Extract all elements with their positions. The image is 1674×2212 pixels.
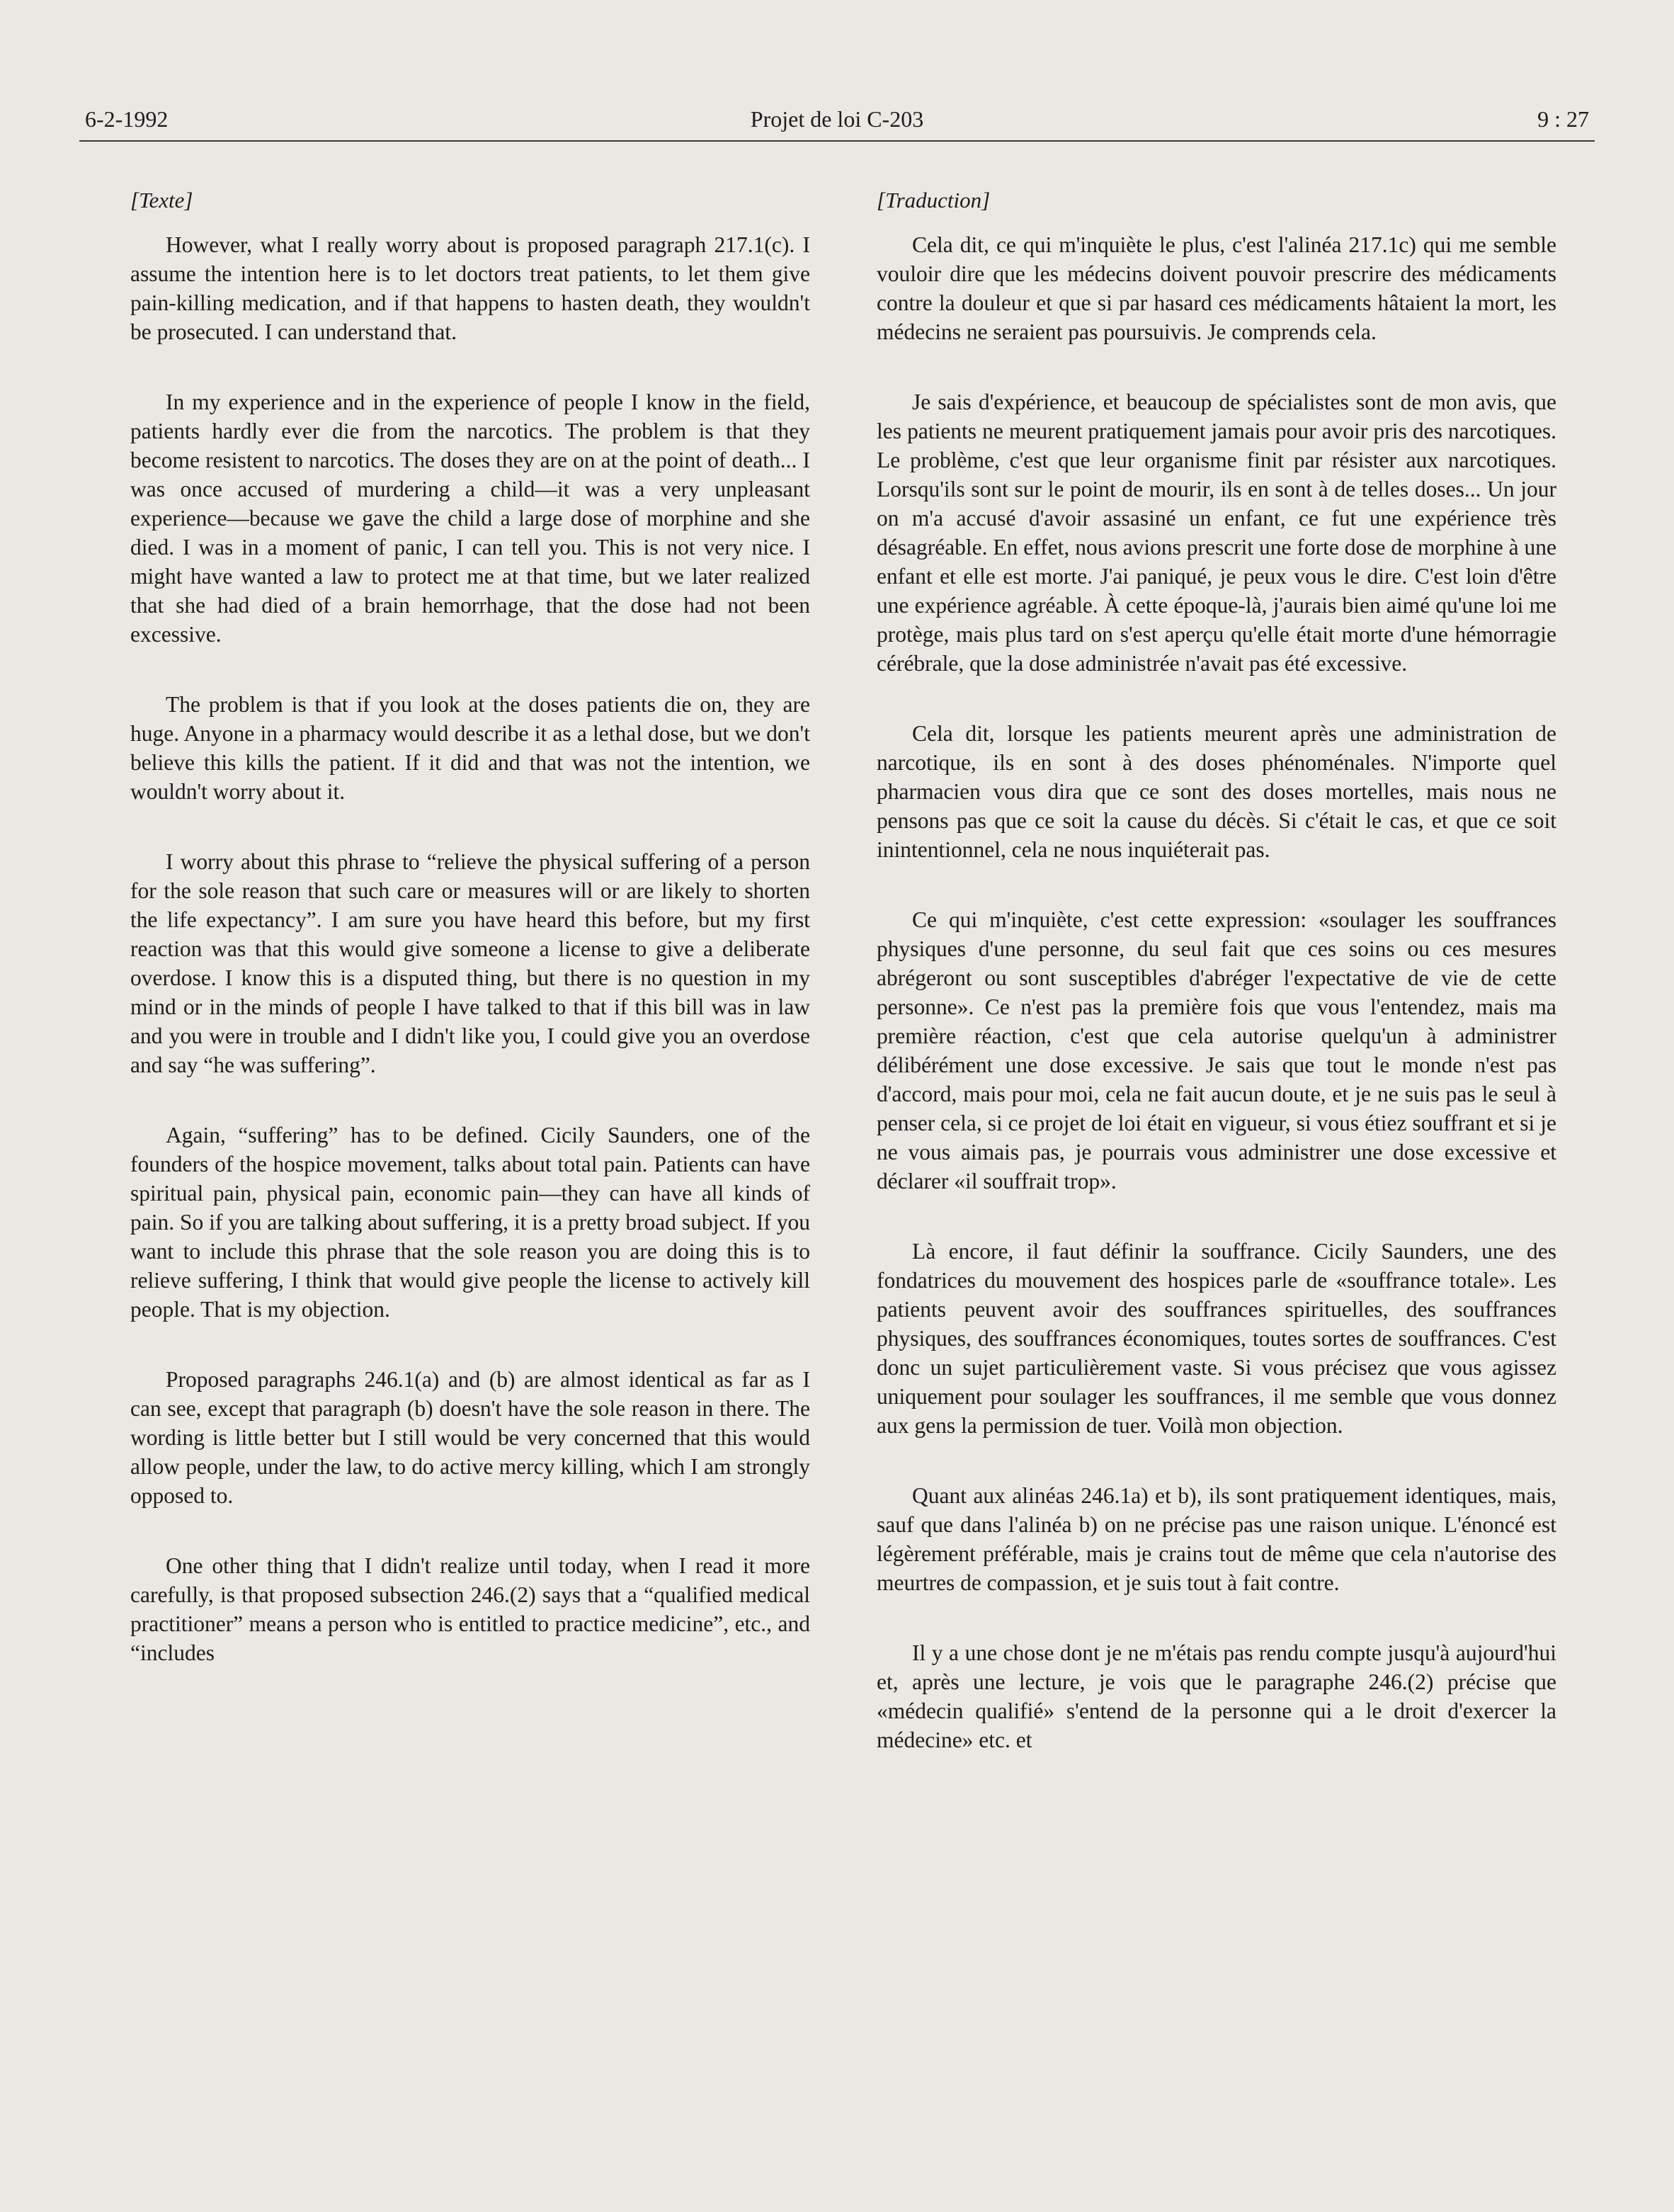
paragraph: Je sais d'expérience, et beaucoup de spécialistes sont de mon avis, que les patients ne meurent pratiquement jamais pour avoir pris des narcotiques. Le problème, c'est que leur organisme finit par résister aux narcotiques. Lorsqu'ils sont sur le point de mourir, ils en sont à de telles doses... Un jour on m'a accusé d'avoir assasiné un enfant, ce fut une expérience très désagréable. En effet, nous avions prescrit une forte dose de morphine à une enfant et elle est morte. J'ai paniqué, je peux vous le dire. C'est loin d'être une expérience agréable. À cette époque-là, j'aurais bien aimé qu'une loi me protège, mais plus tard on s'est aperçu qu'elle était morte d'une hémorragie cérébrale, que la dose administrée n'avait pas été excessive.: [877, 390, 1556, 676]
paragraph: In my experience and in the experience of people I know in the field, patients hardly ever die from the narcotics. The problem is that they become resistent to narcotics. The doses they are on at the point of death... I was once accused of murdering a child—it was a very unpleasant experience—because we gave the child a large dose of morphine and she died. I was in a moment of panic, I can tell you. This is not very nice. I might have wanted a law to protect me at that time, but we later realized that she had died of a brain hemorrhage, that the dose had not been excessive.: [130, 390, 810, 647]
header-title: Projet de loi C-203: [750, 106, 924, 132]
paragraph: Cela dit, lorsque les patients meurent après une administration de narcotique, ils en sont à des doses phénoménales. N'importe quel pharmacien vous dira que ce sont des doses mortelles, mais nous ne pensons pas que ce soit la cause du décès. Si c'était le cas, et que ce soit inintentionnel, cela ne nous inquiéterait pas.: [877, 721, 1556, 862]
paragraph: Là encore, il faut définir la souffrance. Cicily Saunders, une des fondatrices du mouvement des hospices parle de «souffrance totale». Les patients peuvent avoir des souffrances spirituelles, des souffrances physiques, des souffrances économiques, toutes sortes de souffrances. C'est donc un sujet particulièrement vaste. Si vous précisez que vous agissez uniquement pour soulager les souffrances, il me semble que vous donnez aux gens la permission de tuer. Voilà mon objection.: [877, 1239, 1556, 1438]
header-rule: [79, 140, 1595, 142]
paragraph: One other thing that I didn't realize until today, when I read it more carefully, is that proposed subsection 246.(2) says that a “qualified medical practitioner” means a person who is entitled to practice medicine”, etc., and “includes: [130, 1553, 810, 1665]
paragraph: However, what I really worry about is proposed paragraph 217.1(c). I assume the intention here is to let doctors treat patients, to let them give pain-killing medication, and if that happens to hasten death, they wouldn't be prosecuted. I can understand that.: [130, 232, 810, 344]
french-column: [877, 186, 1556, 1796]
paragraph: Cela dit, ce qui m'inquiète le plus, c'est l'alinéa 217.1c) qui me semble vouloir dire que les médecins doivent pouvoir prescrire des médicaments contre la douleur et que si par hasard ces médicaments hâtaient la mort, les médecins ne seraient pas poursuivis. Je comprends cela.: [877, 232, 1556, 344]
header-page-ref: 9 : 27: [1537, 106, 1589, 132]
paragraph: Il y a une chose dont je ne m'étais pas rendu compte jusqu'à aujourd'hui et, après une lecture, je vois que le paragraphe 246.(2) précise que «médecin qualifié» s'entend de la personne qui a le droit d'exercer la médecine» etc. et: [877, 1640, 1556, 1752]
paragraph: Quant aux alinéas 246.1a) et b), ils sont pratiquement identiques, mais, sauf que dans l'alinéa b) on ne précise pas une raison unique. L'énoncé est légèrement préférable, mais je crains tout de même que cela n'autorise des meurtres de compassion, et je suis tout à fait contre.: [877, 1483, 1556, 1595]
english-column: [130, 186, 810, 1708]
paragraph: Ce qui m'inquiète, c'est cette expression: «soulager les souffrances physiques d'une personne, du seul fait que ces soins ou ces mesures abrégeront ou sont susceptibles d'abréger l'expectative de vie de cette personne». Ce n'est pas la première fois que vous l'entendez, mais ma première réaction, c'est que cela autorise quelqu'un à administrer délibérément une dose excessive. Je sais que tout le monde n'est pas d'accord, mais pour moi, cela ne fait aucun doute, et je ne suis pas le seul à penser cela, si ce projet de loi était en vigueur, si vous étiez souffrant et si je ne vous aimais pas, je pourrais vous administrer une dose excessive et déclarer «il souffrait trop».: [877, 907, 1556, 1193]
column-label-texte: [Texte]: [130, 188, 193, 212]
paragraph: Proposed paragraphs 246.1(a) and (b) are almost identical as far as I can see, except that paragraph (b) doesn't have the sole reason in there. The wording is little better but I still would be very concerned that this would allow people, under the law, to do active mercy killing, which I am strongly opposed to.: [130, 1367, 810, 1508]
column-label-traduction: [Traduction]: [877, 188, 991, 212]
paragraph: The problem is that if you look at the doses patients die on, they are huge. Anyone in a pharmacy would describe it as a lethal dose, but we don't believe this kills the patient. If it did and that was not the intention, we wouldn't worry about it.: [130, 692, 810, 804]
header-date: 6-2-1992: [85, 106, 169, 132]
paragraph: Again, “suffering” has to be defined. Cicily Saunders, one of the founders of the hospice movement, talks about total pain. Patients can have spiritual pain, physical pain, economic pain—they can have all kinds of pain. So if you are talking about suffering, it is a pretty broad subject. If you want to include this phrase that the sole reason you are doing this is to relieve suffering, I think that would give people the license to actively kill people. That is my objection.: [130, 1123, 810, 1322]
paragraph: I worry about this phrase to “relieve the physical suffering of a person for the sole reason that such care or measures will or are likely to shorten the life expectancy”. I am sure you have heard this before, but my first reaction was that this would give someone a license to give a deliberate overdose. I know this is a disputed thing, but there is no question in my mind or in the minds of people I have talked to that if this bill was in law and you were in trouble and I didn't like you, I could give you an overdose and say “he was suffering”.: [130, 849, 810, 1077]
running-header: [85, 106, 1589, 137]
